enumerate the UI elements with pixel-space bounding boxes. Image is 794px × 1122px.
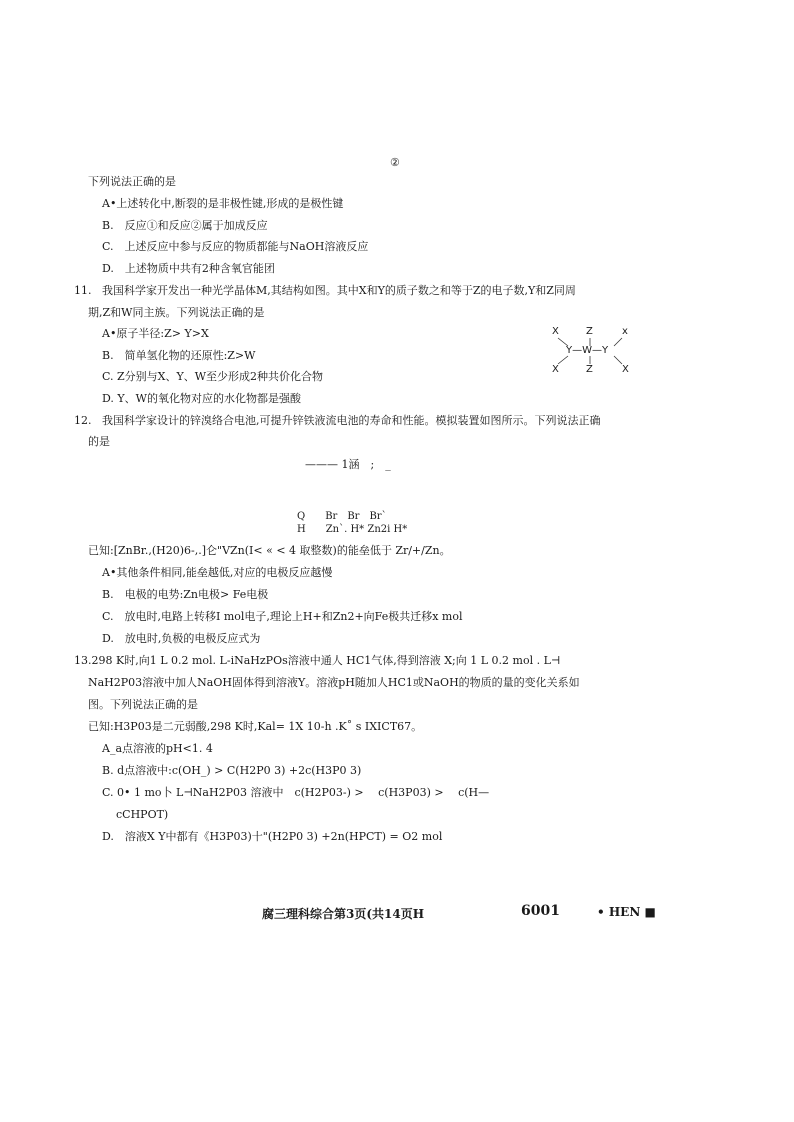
q13-stem-line2: NaH2P03溶液中加人NaOH固体得到溶液Y。溶液pH随加人HC1或NaOH的物质的量的变化关系如: [88, 676, 580, 689]
q12-option-d: D. 放电时,负极的电极反应式为: [102, 632, 261, 645]
q12-option-c: C. 放电时,电路上转移I mol电子,理论上H+和Zn2+向Fe极共迁移x mol: [102, 610, 463, 623]
q13-given: 已知:H3P03是二元弱酸,298 K时,Kal= 1X 10-h .K˚ s IXICT67。: [88, 720, 423, 733]
q11-stem-line2: 期,Z和W同主族。下列说法正确的是: [88, 306, 265, 319]
q11-stem-line1: 我国科学家开发出一种光学晶体M,其结构如图。其中X和Y的质子数之和等于Z的电子数,Y和Z同周: [102, 284, 576, 297]
q12-figure-line2: Q Br Br Br`: [297, 511, 387, 522]
q12-stem-line1: 我国科学家设计的锌溴络合电池,可提升锌铁液流电池的寿命和性能。模拟装置如图所示。下列说法正确: [102, 414, 601, 427]
atom-chain: Y—W—Y: [566, 345, 609, 356]
bond-line: [614, 338, 622, 346]
q12-option-a: A•其他条件相同,能垒越低,对应的电极反应越慢: [102, 566, 333, 579]
atom-label: Z: [586, 326, 593, 337]
atom-label: X: [552, 364, 559, 375]
bond-line: [558, 356, 568, 364]
q13-stem-line3: 图。下列说法正确的是: [88, 698, 198, 711]
circle-mark: ②: [390, 156, 400, 169]
atom-label: X: [552, 326, 559, 337]
q13-option-b: B. d点溶液中:c(OH_) > C(H2P0 3) +2c(H3P0 3): [102, 764, 362, 777]
q11-option-b: B. 简单氢化物的还原性:Z>W: [102, 349, 256, 362]
bond-line: [614, 356, 622, 364]
q13-option-c: C. 0• 1 mo卜 L⊣NaH2P03 溶液中 c(H2P03-) > c(H3P03) > c(H—: [102, 786, 490, 799]
q11-option-d: D. Y、W的氧化物对应的水化物都是强酸: [102, 392, 301, 405]
q12-stem-line2: 的是: [88, 435, 110, 448]
q12-number: 12.: [74, 414, 92, 427]
q11-option-a: A•原子半径:Z> Y>X: [102, 327, 209, 340]
q12-option-b: B. 电极的电势:Zn电极> Fe电极: [102, 588, 269, 601]
q13-option-d: D. 溶液X Y中都有《H3P03)十"(H2P0 3) +2n(HPCT) = O2 mol: [102, 830, 443, 843]
q12-figure-line1: ——— 1涵 ; _: [305, 458, 391, 471]
q11-number: 11.: [74, 284, 92, 297]
footer-code: 6001: [521, 903, 560, 919]
q13-option-a: A_a点溶液的pH<1. 4: [102, 742, 213, 755]
q11-option-c: C. Z分别与X、Y、W至少形成2种共价化合物: [102, 370, 324, 383]
q10-option-b: B. 反应①和反应②属于加成反应: [102, 219, 268, 232]
q12-given: 已知:[ZnBr.,(H20)6-,.]仑"VZn(I< « < 4 取整数)的能垒低于 Zr/+/Zn。: [88, 544, 451, 557]
q13-stem-line1: 13.298 K时,向1 L 0.2 mol. L-iNaHzPOs溶液中通人 HC1气体,得到溶液 X;向 1 L 0.2 mol . L⊣: [74, 654, 561, 667]
q12-figure-line3: H Zn`. H* Zn2i H*: [297, 524, 408, 535]
atom-label: Z: [586, 364, 593, 375]
q11-structure-diagram: [548, 326, 638, 376]
atom-label: X: [622, 364, 629, 375]
footer-tag: • HEN ■: [597, 905, 656, 919]
q10-option-a: A•上述转化中,断裂的是非极性键,形成的是极性键: [102, 197, 344, 210]
q13-option-c-cont: cCHPOT): [116, 808, 169, 821]
atom-label: x: [622, 326, 628, 337]
q10-option-c: C. 上述反应中参与反应的物质都能与NaOH溶液反应: [102, 240, 369, 253]
q10-option-d: D. 上述物质中共有2种含氧官能团: [102, 262, 275, 275]
q10-stem: 下列说法正确的是: [88, 175, 176, 188]
footer-page-info: 腐三理科综合第3页(共14页H: [262, 907, 425, 921]
